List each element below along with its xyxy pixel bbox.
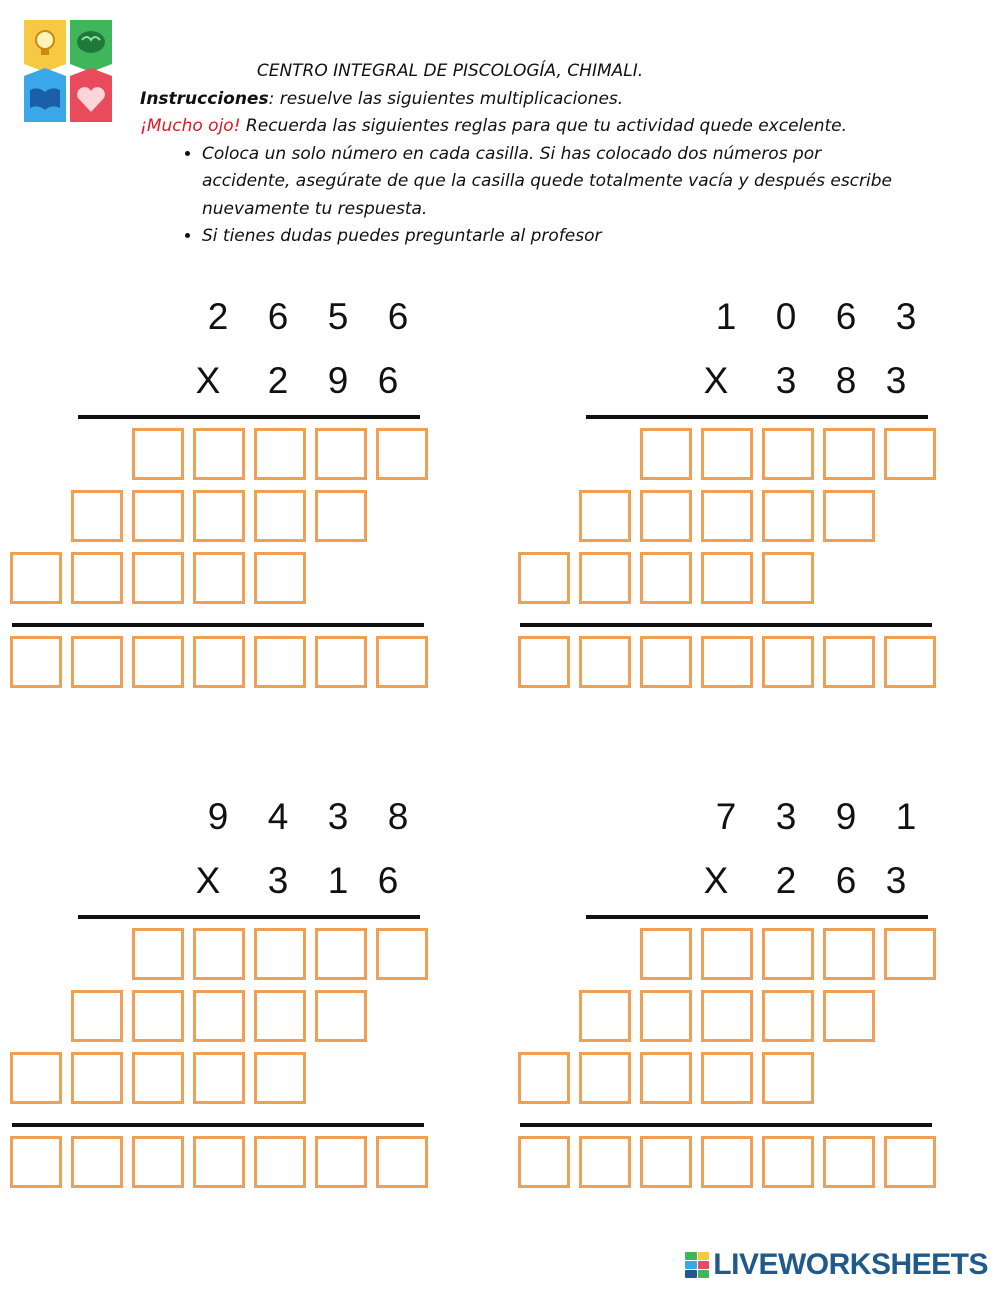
multiplier-digit: 2 <box>267 360 289 401</box>
multiplicand-row <box>518 796 978 840</box>
multiplicand-digit: 6 <box>835 296 857 337</box>
partial-product-box[interactable] <box>701 490 753 542</box>
multiplier-digit: 2 <box>775 860 797 901</box>
partial-product-box[interactable] <box>823 428 875 480</box>
multiplier-row <box>10 860 470 904</box>
partial-product-box[interactable] <box>762 1052 814 1104</box>
result-box[interactable] <box>701 636 753 688</box>
result-box[interactable] <box>254 1136 306 1188</box>
multiplier-digit: 3 <box>775 360 797 401</box>
multiplicand-digit: 3 <box>327 796 349 837</box>
partial-product-box[interactable] <box>71 552 123 604</box>
multiplicand-digit: 2 <box>207 296 229 337</box>
sum-rule <box>12 623 424 627</box>
multiply-operator: X <box>195 860 221 901</box>
instructions-text: : resuelve las siguientes multiplicaciones. <box>268 88 624 109</box>
partial-product-box[interactable] <box>71 490 123 542</box>
partial-product-box[interactable] <box>315 428 367 480</box>
partial-product-box[interactable] <box>254 990 306 1042</box>
liveworksheets-brand <box>685 1248 988 1282</box>
partial-product-box[interactable] <box>254 928 306 980</box>
result-box[interactable] <box>579 636 631 688</box>
result-box[interactable] <box>884 636 936 688</box>
multiplicand-digit: 6 <box>387 296 409 337</box>
partial-product-box[interactable] <box>193 928 245 980</box>
multiply-operator: X <box>195 360 221 401</box>
brain-icon <box>77 31 105 53</box>
problem-rule <box>586 915 928 919</box>
sum-rule <box>520 1123 932 1127</box>
multiplier-digit: 1 <box>327 860 349 901</box>
partial-product-box[interactable] <box>193 490 245 542</box>
partial-product-box[interactable] <box>132 552 184 604</box>
multiplicand-digit: 7 <box>715 796 737 837</box>
result-box[interactable] <box>762 1136 814 1188</box>
partial-product-box[interactable] <box>640 928 692 980</box>
instructions-label: Instrucciones <box>140 88 269 109</box>
multiplication-problem-4 <box>518 790 978 1210</box>
partial-product-box[interactable] <box>254 428 306 480</box>
partial-product-box[interactable] <box>518 1052 570 1104</box>
multiplier-digit: 6 <box>835 860 857 901</box>
partial-product-box[interactable] <box>640 428 692 480</box>
result-box[interactable] <box>315 636 367 688</box>
multiplier-digit: 9 <box>327 360 349 401</box>
multiplicand-digit: 3 <box>895 296 917 337</box>
partial-product-box[interactable] <box>518 552 570 604</box>
multiplier-digit: 6 <box>377 360 399 401</box>
result-box[interactable] <box>762 636 814 688</box>
multiplicand-digit: 0 <box>775 296 797 337</box>
partial-product-box[interactable] <box>640 490 692 542</box>
result-box[interactable] <box>701 1136 753 1188</box>
partial-product-box[interactable] <box>823 990 875 1042</box>
rule-item: • Coloca un solo número en cada casilla. Si has colocado dos números por accidente, asegúrate de que la casilla quede totalmente vacía y después escribe nuevamente tu respuesta. <box>202 141 900 224</box>
result-box[interactable] <box>518 636 570 688</box>
multiplication-problem-2 <box>518 290 978 710</box>
result-box[interactable] <box>579 1136 631 1188</box>
page-title: CENTRO INTEGRAL DE PISCOLOGÍA, CHIMALI. <box>256 61 644 81</box>
partial-product-box[interactable] <box>376 928 428 980</box>
partial-product-box[interactable] <box>132 990 184 1042</box>
partial-product-box[interactable] <box>884 928 936 980</box>
partial-product-box[interactable] <box>132 1052 184 1104</box>
partial-product-box[interactable] <box>376 428 428 480</box>
result-box[interactable] <box>640 1136 692 1188</box>
partial-product-box[interactable] <box>762 552 814 604</box>
partial-product-box[interactable] <box>701 928 753 980</box>
partial-product-box[interactable] <box>701 990 753 1042</box>
multiplicand-row <box>10 796 470 840</box>
warning-line <box>140 113 900 141</box>
sum-rule <box>12 1123 424 1127</box>
instructions-line <box>140 86 900 114</box>
partial-product-box[interactable] <box>254 490 306 542</box>
liveworksheets-logo-icon <box>685 1252 709 1278</box>
warning-label: ¡Mucho ojo! <box>140 116 241 136</box>
result-box[interactable] <box>193 636 245 688</box>
partial-product-box[interactable] <box>884 428 936 480</box>
multiplication-problem-1 <box>10 290 470 710</box>
partial-product-box[interactable] <box>193 990 245 1042</box>
multiplicand-digit: 3 <box>775 796 797 837</box>
partial-product-box[interactable] <box>701 428 753 480</box>
partial-product-box[interactable] <box>10 1052 62 1104</box>
partial-product-box[interactable] <box>132 490 184 542</box>
result-box[interactable] <box>376 1136 428 1188</box>
multiplicand-row <box>518 296 978 340</box>
result-box[interactable] <box>518 1136 570 1188</box>
multiplier-row <box>518 860 978 904</box>
result-box[interactable] <box>71 1136 123 1188</box>
partial-product-box[interactable] <box>579 990 631 1042</box>
result-box[interactable] <box>640 636 692 688</box>
partial-product-box[interactable] <box>71 1052 123 1104</box>
multiply-operator: X <box>703 860 729 901</box>
result-box[interactable] <box>132 636 184 688</box>
partial-product-box[interactable] <box>71 990 123 1042</box>
result-box[interactable] <box>254 636 306 688</box>
partial-product-box[interactable] <box>193 552 245 604</box>
multiplier-row <box>10 360 470 404</box>
multiplicand-row <box>10 296 470 340</box>
problem-rule <box>78 915 420 919</box>
result-box[interactable] <box>884 1136 936 1188</box>
partial-product-box[interactable] <box>701 552 753 604</box>
partial-product-box[interactable] <box>315 490 367 542</box>
result-box[interactable] <box>10 1136 62 1188</box>
partial-product-box[interactable] <box>823 490 875 542</box>
multiplicand-digit: 6 <box>267 296 289 337</box>
partial-product-box[interactable] <box>315 990 367 1042</box>
partial-product-box[interactable] <box>193 428 245 480</box>
result-box[interactable] <box>193 1136 245 1188</box>
brand-name: LIVEWORKSHEETS <box>713 1248 988 1281</box>
partial-product-box[interactable] <box>315 928 367 980</box>
multiplier-digit: 6 <box>377 860 399 901</box>
multiplicand-digit: 8 <box>387 796 409 837</box>
partial-product-box[interactable] <box>640 552 692 604</box>
result-box[interactable] <box>71 636 123 688</box>
problem-rule <box>586 415 928 419</box>
multiplicand-digit: 1 <box>895 796 917 837</box>
partial-product-box[interactable] <box>640 990 692 1042</box>
result-box[interactable] <box>315 1136 367 1188</box>
partial-product-box[interactable] <box>579 552 631 604</box>
partial-product-box[interactable] <box>579 490 631 542</box>
result-box[interactable] <box>10 636 62 688</box>
result-box[interactable] <box>823 1136 875 1188</box>
multiplicand-digit: 5 <box>327 296 349 337</box>
partial-product-box[interactable] <box>762 428 814 480</box>
partial-product-box[interactable] <box>132 428 184 480</box>
rule-item: • Si tienes dudas puedes preguntarle al profesor <box>202 223 900 251</box>
partial-product-box[interactable] <box>254 552 306 604</box>
partial-product-box[interactable] <box>10 552 62 604</box>
multiplication-problem-3 <box>10 790 470 1210</box>
warning-text: Recuerda las siguientes reglas para que tu actividad quede excelente. <box>240 116 848 136</box>
partial-product-box[interactable] <box>701 1052 753 1104</box>
multiplier-digit: 3 <box>267 860 289 901</box>
partial-product-box[interactable] <box>762 928 814 980</box>
multiplicand-digit: 9 <box>207 796 229 837</box>
multiply-operator: X <box>703 360 729 401</box>
sum-rule <box>520 623 932 627</box>
result-box[interactable] <box>376 636 428 688</box>
partial-product-box[interactable] <box>823 928 875 980</box>
multiplier-digit: 8 <box>835 360 857 401</box>
partial-product-box[interactable] <box>762 990 814 1042</box>
multiplier-digit: 3 <box>885 860 907 901</box>
partial-product-box[interactable] <box>254 1052 306 1104</box>
problem-rule <box>78 415 420 419</box>
multiplicand-digit: 1 <box>715 296 737 337</box>
result-box[interactable] <box>132 1136 184 1188</box>
result-box[interactable] <box>823 636 875 688</box>
multiplier-row <box>518 360 978 404</box>
partial-product-box[interactable] <box>132 928 184 980</box>
partial-product-box[interactable] <box>640 1052 692 1104</box>
partial-product-box[interactable] <box>579 1052 631 1104</box>
rules-list <box>140 141 900 251</box>
partial-product-box[interactable] <box>762 490 814 542</box>
partial-product-box[interactable] <box>193 1052 245 1104</box>
worksheet-header <box>140 58 900 251</box>
multiplicand-digit: 9 <box>835 796 857 837</box>
multiplicand-digit: 4 <box>267 796 289 837</box>
multiplier-digit: 3 <box>885 360 907 401</box>
